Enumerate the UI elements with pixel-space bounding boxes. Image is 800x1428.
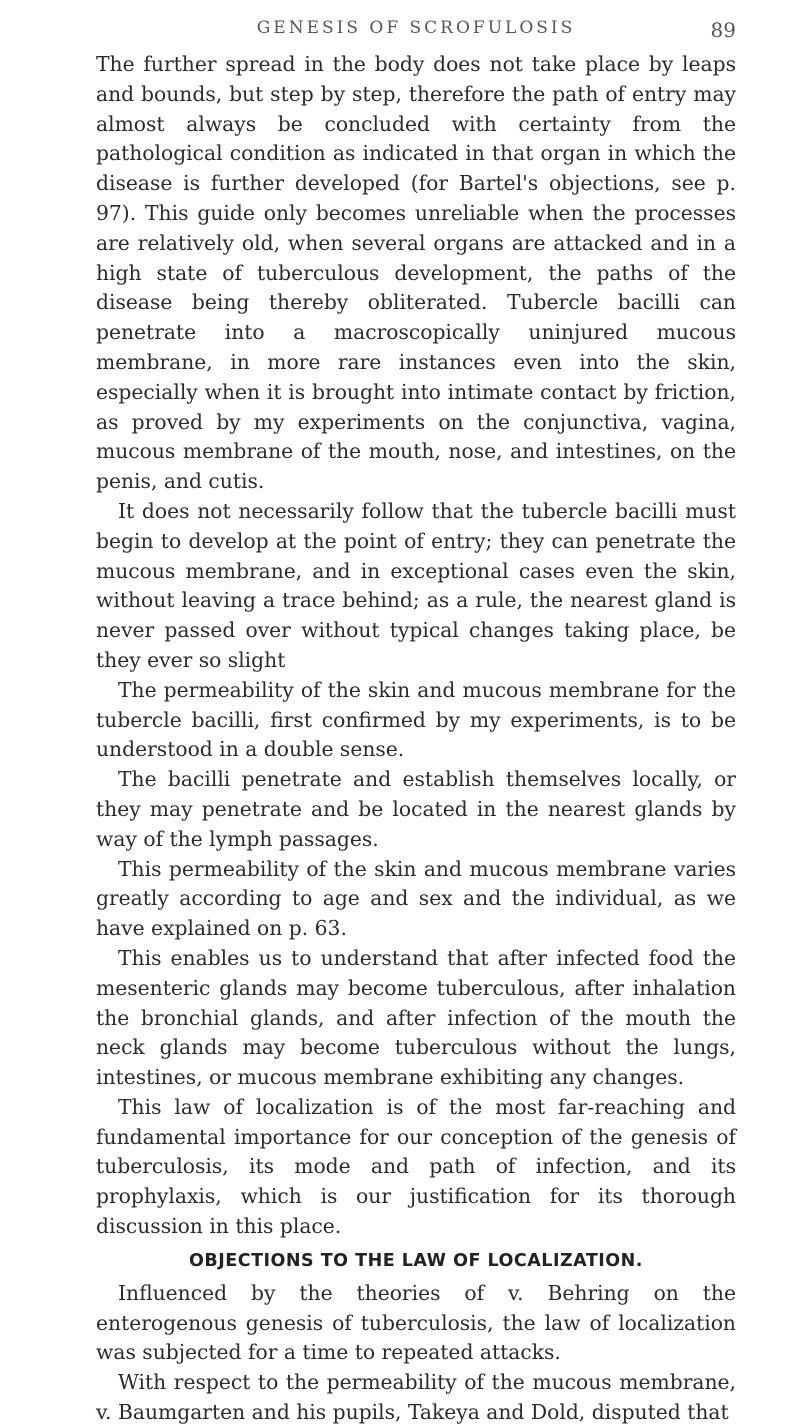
paragraph: The permeability of the skin and mucous membrane for the tubercle bacilli, first confirmed by my experiments, is to be understood in a double sense. (96, 677, 736, 762)
paragraph: This permeability of the skin and mucous membrane varies greatly according to age and sex and the individual, as we have explained on p. 63. (96, 856, 736, 941)
page-header (96, 18, 736, 48)
paragraph: Influenced by the theories of v. Behring on the enterogenous genesis of tuberculosis, the law of localization was subjected for a time to repeated attacks. (96, 1280, 736, 1365)
section-heading: OBJECTIONS TO THE LAW OF LOCALIZATION. (189, 1250, 643, 1271)
page-number: 89 (710, 18, 736, 42)
body-text (96, 50, 736, 1428)
running-head: GENESIS OF SCROFULOSIS (256, 18, 576, 38)
paragraph: The bacilli penetrate and establish themselves locally, or they may penetrate and be located in the nearest glands by way of the lymph passages. (96, 767, 736, 851)
paragraph: It does not necessarily follow that the tubercle bacilli must begin to develop at the point of entry; they can penetrate the mucous membrane, and in exceptional cases even the skin, without leaving a trace behind; as a rule, the nearest gland is never passed over without typical changes taking place, be they ever so slight (96, 498, 736, 672)
paragraph: The further spread in the body does not take place by leaps and bounds, but step by step, therefore the path of entry may almost always be concluded with certainty from the pathological condition as indicated in that organ in which the disease is further developed (for Bartel's objections, see p. 97). This guide only becomes unreliable when the processes are relatively old, when several organs are attacked and in a high state of tuberculous development, the paths of the disease being thereby obliterated. Tubercle bacilli can penetrate into a macroscopically uninjured mucous membrane, in more rare instances even into the skin, especially when it is brought into intimate contact by friction, as proved by my experiments on the conjunctiva, vagina, mucous membrane of the mouth, nose, and intestines, on the penis, and cutis. (96, 52, 736, 494)
paragraph: With respect to the permeability of the mucous membrane, v. Baumgarten and his pupils, Takeya and Dold, disputed that (96, 1370, 736, 1425)
paragraph: This enables us to understand that after infected food the mesenteric glands may become tuberculous, after inhalation the bronchial glands, and after infection of the mouth the neck glands may become tuberculous without the lungs, intestines, or mucous membrane exhibiting any changes. (96, 945, 736, 1090)
paragraph: This law of localization is of the most far-reaching and fundamental importance for our conception of the genesis of tuberculosis, its mode and path of infection, and its prophylaxis, which is our justification for its thorough discussion in this place. (96, 1094, 736, 1239)
